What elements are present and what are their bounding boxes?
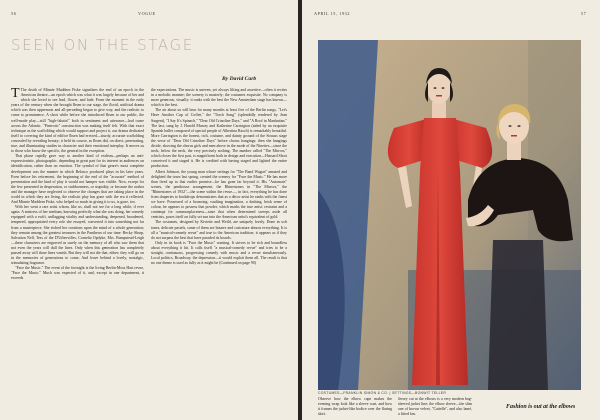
article-paragraph: That phase rapidly gave way to another kind of realism—perhaps an anti-expressionistic, photographic, depending in great part for its interest in audiences on identification, rather than on emotion. The symbol of that genre's most complete development was the manner in which Belasco produced plays in his later years. Even before his retirement, the beginning of the end of the "accurate" method of presentation and the kind of play it would not hamper was visible. Now, except for the few presented in desperation, or stubbornness, or stupidity, or because the author and the manager have neglected to observe the changes that are taking place in the world in which they are living, the realistic play has gone with the era it reflected. And Minnie Maddern Fiske, who helped so much in giving it to us, is gone, too. <box>11 154 144 205</box>
right-page-number: 57 <box>581 11 587 16</box>
right-page <box>302 0 600 420</box>
article-column-1 <box>11 88 144 413</box>
article-column-2 <box>151 88 287 413</box>
article-paragraph <box>11 88 144 154</box>
article-paragraph: The air about us will bear for many months at least five of the Berlin songs, "Let's Have Another Cup of Coffee," the "Torch Song" (splendidly rendered by Jean Sargent), "I Say It's Spinach," "Dear Old Crinoline Days," and "A Roof in Manhattan." The last, sung by J. Harold Murray and Katherine Carrington (aided by an exquisite Spanish ballet composed of special people of Albertina Rasch) is remarkably beautiful. More Carrington is the honest, rich, costume, and dainty ground of the Strauss stage the verse of "Dear Old Crinoline Days" before chorus hangings; then she hangings divide, showing the chorus girls and men above in the mode of the Nineties—since the neck; below the neck, the very precisely nothing. The number called "The Mirrors," which closes the first part, is magnificent both in design and execution—Hassard Short conceived it and staged it. He is credited with having staged and lighted the entire production. <box>151 108 287 169</box>
article-paragraph: Albert Johnson, the young man whose settings for "The Band Wagon" amazed and delighted the town last spring, created the scenery for "Face the Music." He has more than lived up to that earlier promise—he has gone far beyond it. His "Automats" scenes, the penthouse arrangement, the Rhinestones in "The Mirrors," the "Rhinestones of 1932"—the scene within the revue—, in fact, everything he has done from draperies to backdrops demonstrates that as a décor artist he ranks with the finest we have. Possessed of a bouncing, vaulting imagination, a dashing, brisk sense of colour, he appears to possess that powder, which marks the true artist: restraint and a contempt for commonplaceness—taste that when determined sweeps aside all centrists, poses itself on fully set sun into the American artist's equivalent of gold. <box>151 169 287 220</box>
left-running-head: VOGUE <box>138 11 156 16</box>
fashion-illustration <box>318 40 581 390</box>
byline: By David Carb <box>222 76 257 82</box>
article-paragraph: With her went a rare artist whom, like us, shall not see for a long while, if ever again. A mistress of her medium, knowing perfectly what she was doing, her comedy equipped with a swift, unflagging vitality and understanding, deepened, broadened, tempered, appropriated every role she essayed, converted it into something not far from a masterpiece. She etched her creations upon the mind of a whole generation; they remain among the greatest treasures in the Pantheon of our time: Becky Sharp, Salvation Nell, Tess of the D'Urbervilles, Cornelia Opdyke, Mrs. Bumpstead-Leigh—these characters are engraved as surely on the memory of all who saw them that not even the years will dull the lines. Only when this generation has completely passed away will those lines vanish. But they will not die that, either; they will go on in the memories of generations to come, And leave behind a lovely, nostalgic, stimulating fragrance. <box>11 205 144 266</box>
left-page-number: 56 <box>11 11 17 16</box>
paragraph-text: The death of Minnie Maddern Fiske signalizes the end of an epoch in the American theatre—an epoch which was what it was largely because of her and which she loved to see lead, flower, and fade. From the moment in the early years of the century when she brought Ibsen to our stage, the florid, artificial drama which was then uppermost and all-pervading began to give way, and the realistic to come to prominence. A short while before she introduced Ibsen to our public, the well-made play—still "high-falutin'" both in sentiment and utterance—had come across the Atlantic. "Pinerotic" construction was making itself felt. With that exact technique as the scaffolding which would support and project it, our drama dedicated itself to covering the kind of edifice Ibsen had erected—sturdy, accurate scaffolding concealed by revealing beauty; it held its course, as Ibsen did, on direct, penetrating, true, and illuminating studies in character and their emotional interplay. It moves us to those who know the specific, the general in the exception. <box>11 88 144 154</box>
article-paragraph: The costumes, designed by Kiviette and Weild, are uniquely lovely. Done in soft tones, delicate pastels, some of them are bizarre and caricature almost everything. It is all a "musical-comedy revue" and true to the American tradition; it appears as if they do not surpass the best that have paraded its boards. <box>151 220 287 240</box>
article-paragraph: "Face the Music." The event of the fortnight is the Irving Berlin-Moss Hart revue, "Face the Music." Much was expected of it, and, except in one department, it exceeds <box>11 266 144 281</box>
drop-cap: T <box>11 88 20 101</box>
left-page <box>0 0 298 420</box>
fashion-caption: Fashion is out at the elbows <box>506 404 576 410</box>
illustration-credit: COSTUMES—FRANKLIN SIMON & CO. | SETTINGS—BONWIT TELLER <box>318 391 447 395</box>
caption-column-2: Jersey cut at the elbows is a very modern bag-sleeved jacket line; the elbow sleeve—the slim one of brown velvet, "Cattelle", and also lamé, a fitted fan. <box>398 397 472 416</box>
article-paragraph: the expectations. The music is uneven, yet always lilting and assertive—often it recites in a melodic manner; the scenery is masterly; the costumes exquisite. No company is more generous, visually: it ranks with the best the New Amsterdam stage has known—which is the best. <box>151 88 287 108</box>
caption-column-1: Observe how the elbow cape makes the evening wrap look like a sleeve coat, and how it frames the jacket-like bodice over the flaring skirt. <box>318 397 392 416</box>
illustration-drawing <box>318 40 581 390</box>
right-date: APRIL 15, 1932 <box>314 11 351 16</box>
article-paragraph: Only in its book is "Face the Music" wanting. It strives to be rich and boundless about everything it hit. It calls itself "a musical-comedy revue" and tries to be a straight, continuous, progressing comedy with music and a revue simultaneously. Local politics, Broadway, the depression—it would exploit them all. The result is that no one theme is used as fully as it might be (Continued on page 90) <box>151 240 287 266</box>
article-title: SEEN ON THE STAGE <box>11 36 194 54</box>
